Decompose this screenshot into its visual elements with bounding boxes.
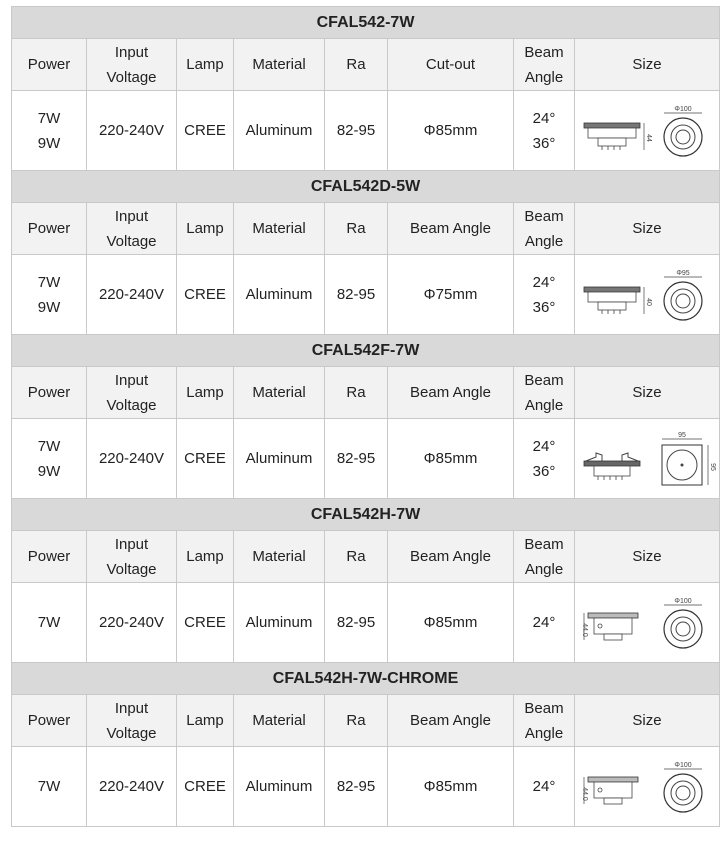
value-power: 7W — [12, 747, 87, 827]
header-power: Power — [12, 367, 87, 419]
diameter-label: Φ95 — [675, 269, 690, 277]
header-material: Material — [234, 39, 325, 91]
spec-value-row — [12, 583, 720, 663]
value-material: Aluminum — [234, 91, 325, 171]
value-beam-angle: 24° 36° — [514, 419, 575, 499]
model-title-row — [12, 663, 720, 695]
header-beam-angle: Beam Angle — [514, 531, 575, 583]
model-title-row — [12, 171, 720, 203]
header-input-voltage: Input Voltage — [87, 367, 177, 419]
model-title-row — [12, 499, 720, 531]
value-size — [575, 583, 720, 663]
value-ra: 82-95 — [325, 255, 388, 335]
height-label: 44.0 — [580, 786, 588, 801]
value-size — [575, 419, 720, 499]
diameter-label: Φ100 — [673, 597, 692, 605]
spec-table — [11, 6, 720, 827]
header-material: Material — [234, 695, 325, 747]
value-lamp: CREE — [177, 255, 234, 335]
dimension-drawing-icon — [580, 755, 715, 819]
header-lamp: Lamp — [177, 367, 234, 419]
header-ra: Ra — [325, 531, 388, 583]
header-size: Size — [575, 39, 720, 91]
header-cutout: Beam Angle — [388, 203, 514, 255]
header-lamp: Lamp — [177, 531, 234, 583]
spec-sheet — [11, 6, 719, 827]
model-title: CFAL542H-7W — [12, 499, 720, 531]
header-material: Material — [234, 203, 325, 255]
header-beam-angle: Beam Angle — [514, 695, 575, 747]
dimension-drawing-icon — [580, 427, 715, 491]
header-cutout: Cut-out — [388, 39, 514, 91]
value-material: Aluminum — [234, 747, 325, 827]
value-cutout: Φ75mm — [388, 255, 514, 335]
value-lamp: CREE — [177, 419, 234, 499]
header-material: Material — [234, 531, 325, 583]
value-ra: 82-95 — [325, 747, 388, 827]
model-title: CFAL542D-5W — [12, 171, 720, 203]
value-beam-angle: 24° 36° — [514, 91, 575, 171]
value-beam-angle: 24° — [514, 747, 575, 827]
header-row — [12, 531, 720, 583]
value-input-voltage: 220-240V — [87, 419, 177, 499]
header-input-voltage: Input Voltage — [87, 695, 177, 747]
header-power: Power — [12, 531, 87, 583]
value-ra: 82-95 — [325, 419, 388, 499]
model-title-row — [12, 335, 720, 367]
value-cutout: Φ85mm — [388, 419, 514, 499]
height-label: 44 — [644, 133, 652, 142]
header-cutout: Beam Angle — [388, 367, 514, 419]
value-ra: 82-95 — [325, 583, 388, 663]
header-size: Size — [575, 531, 720, 583]
value-size — [575, 255, 720, 335]
value-lamp: CREE — [177, 747, 234, 827]
header-size: Size — [575, 367, 720, 419]
value-material: Aluminum — [234, 583, 325, 663]
value-beam-angle: 24° — [514, 583, 575, 663]
header-ra: Ra — [325, 367, 388, 419]
header-input-voltage: Input Voltage — [87, 203, 177, 255]
model-title: CFAL542F-7W — [12, 335, 720, 367]
diameter-label: 95 — [677, 431, 686, 439]
header-power: Power — [12, 695, 87, 747]
header-cutout: Beam Angle — [388, 695, 514, 747]
model-title: CFAL542H-7W-CHROME — [12, 663, 720, 695]
header-row — [12, 695, 720, 747]
value-lamp: CREE — [177, 583, 234, 663]
header-material: Material — [234, 367, 325, 419]
header-lamp: Lamp — [177, 39, 234, 91]
value-power: 7W 9W — [12, 91, 87, 171]
value-input-voltage: 220-240V — [87, 583, 177, 663]
header-lamp: Lamp — [177, 695, 234, 747]
header-row — [12, 39, 720, 91]
value-power: 7W 9W — [12, 255, 87, 335]
value-size — [575, 747, 720, 827]
diameter-label: Φ100 — [673, 761, 692, 769]
header-beam-angle: Beam Angle — [514, 203, 575, 255]
model-title: CFAL542-7W — [12, 7, 720, 39]
model-title-row — [12, 7, 720, 39]
header-ra: Ra — [325, 203, 388, 255]
value-input-voltage: 220-240V — [87, 255, 177, 335]
value-cutout: Φ85mm — [388, 583, 514, 663]
header-lamp: Lamp — [177, 203, 234, 255]
value-input-voltage: 220-240V — [87, 91, 177, 171]
value-material: Aluminum — [234, 419, 325, 499]
header-cutout: Beam Angle — [388, 531, 514, 583]
spec-value-row — [12, 747, 720, 827]
spec-value-row — [12, 419, 720, 499]
header-row — [12, 203, 720, 255]
header-beam-angle: Beam Angle — [514, 39, 575, 91]
value-beam-angle: 24° 36° — [514, 255, 575, 335]
value-cutout: Φ85mm — [388, 91, 514, 171]
height-label: 40 — [644, 297, 652, 306]
dimension-drawing-icon — [580, 591, 715, 655]
spec-value-row — [12, 255, 720, 335]
header-power: Power — [12, 203, 87, 255]
value-size — [575, 91, 720, 171]
value-input-voltage: 220-240V — [87, 747, 177, 827]
value-lamp: CREE — [177, 91, 234, 171]
header-size: Size — [575, 695, 720, 747]
spec-value-row — [12, 91, 720, 171]
header-beam-angle: Beam Angle — [514, 367, 575, 419]
header-input-voltage: Input Voltage — [87, 531, 177, 583]
header-size: Size — [575, 203, 720, 255]
value-power: 7W — [12, 583, 87, 663]
dimension-drawing-icon — [580, 263, 715, 327]
value-cutout: Φ85mm — [388, 747, 514, 827]
height-label: 95 — [708, 462, 716, 471]
value-power: 7W 9W — [12, 419, 87, 499]
height-label: 44.0 — [580, 622, 588, 637]
header-ra: Ra — [325, 695, 388, 747]
header-power: Power — [12, 39, 87, 91]
header-input-voltage: Input Voltage — [87, 39, 177, 91]
value-ra: 82-95 — [325, 91, 388, 171]
diameter-label: Φ100 — [673, 105, 692, 113]
value-material: Aluminum — [234, 255, 325, 335]
header-row — [12, 367, 720, 419]
dimension-drawing-icon — [580, 99, 715, 163]
header-ra: Ra — [325, 39, 388, 91]
